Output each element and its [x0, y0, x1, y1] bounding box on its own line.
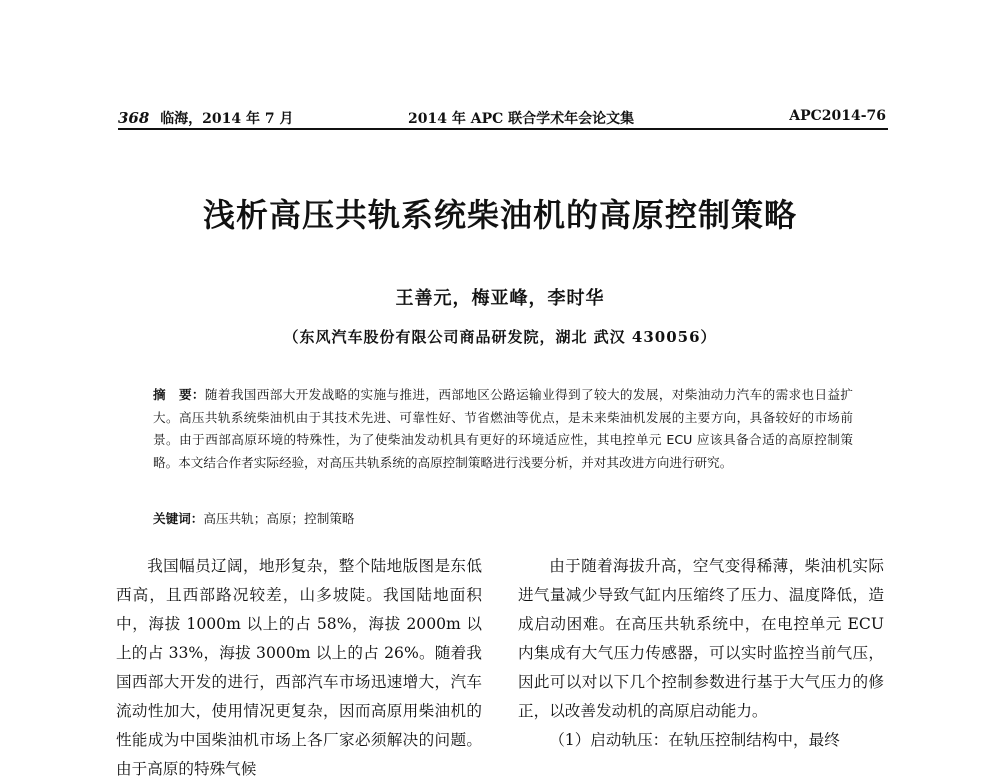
- authors: 王善元，梅亚峰，李时华: [395, 288, 605, 309]
- body-column-left: [116, 552, 482, 784]
- keywords: [153, 508, 853, 530]
- page-number: 368: [118, 109, 150, 127]
- body-paragraph: （1）启动轨压：在轨压控制结构中，最终: [549, 731, 840, 749]
- affiliation: （东风汽车股份有限公司商品研发院，湖北 武汉 430056）: [283, 328, 717, 346]
- keywords-label: 关键词：: [153, 511, 204, 526]
- paper-id: APC2014-76: [789, 108, 886, 124]
- body-column-right: [518, 552, 884, 755]
- location-date: 临海，2014 年 7 月: [160, 111, 294, 127]
- body-paragraph: 由于随着海拔升高，空气变得稀薄，柴油机实际进气量减少导致气缸内压缩终了压力、温度降低，造成启动困难。在高压共轨系统中，在电控单元 ECU 内集成有大气压力传感器，可以实时监控当前气压，因此可以对以下几个控制参数进行基于大气压力的修正，以改善发动机的高原启动能力。: [518, 557, 884, 720]
- header-left: [118, 108, 294, 128]
- abstract-text: 随着我国西部大开发战略的实施与推进，西部地区公路运输业得到了较大的发展，对柴油动力汽车的需求也日益扩大。高压共轨系统柴油机由于其技术先进、可靠性好、节省燃油等优点，是未来柴油机发展的主要方向，具备较好的市场前景。由于西部高原环境的特殊性，为了使柴油发动机具有更好的环境适应性，其电控单元 ECU 应该具备合适的高原控制策略。本文结合作者实际经验，对高压共轨系统的高原控制策略进行浅要分析，并对其改进方向进行研究。: [153, 387, 854, 470]
- proceedings-title: 2014 年 APC 联合学术年会论文集: [408, 111, 635, 127]
- running-header: [118, 104, 888, 130]
- paper-title: 浅析高压共轨系统柴油机的高原控制策略: [202, 196, 797, 234]
- body-paragraph: 我国幅员辽阔，地形复杂，整个陆地版图是东低西高，且西部路况较差，山多坡陡。我国陆地面积中，海拔 1000m 以上的占 58%，海拔 2000m 以上的占 33%，海拔 3000m 以上的占 26%。随着我国西部大开发的进行，西部汽车市场迅速增大，汽车流动性加大，使用情况更复杂，因而高原用柴油机的性能成为中国柴油机市场上各厂家必须解决的问题。由于高原的特殊气候: [116, 557, 482, 778]
- keywords-text: 高压共轨；高原；控制策略: [203, 511, 355, 526]
- abstract: [153, 384, 853, 474]
- abstract-label: 摘 要：: [153, 387, 205, 402]
